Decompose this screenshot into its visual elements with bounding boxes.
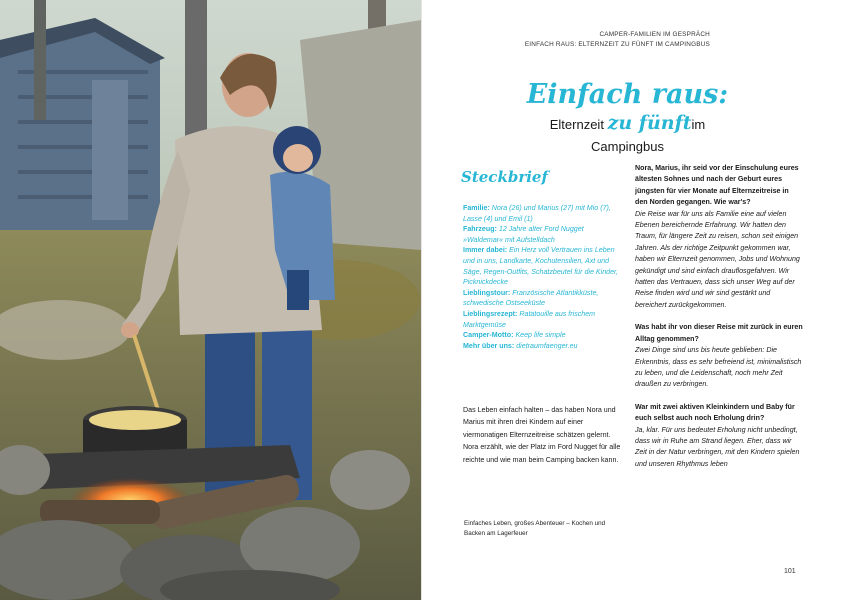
interview-answer: Zwei Dinge sind uns bis heute geblieben: Die Erkenntnis, dass es sehr befreiend ist, minimalistisch zu leben, und die Leidenschaft, noch mehr Zeit draußen zu verbringen. bbox=[635, 346, 802, 389]
fact-item bbox=[463, 309, 623, 330]
fact-label: Camper-Motto: bbox=[463, 331, 514, 340]
running-head bbox=[520, 30, 710, 50]
fact-item bbox=[463, 245, 623, 287]
fact-label: Immer dabei: bbox=[463, 246, 508, 255]
title-script: Einfach raus: bbox=[526, 79, 729, 110]
fact-value: Keep life simple bbox=[515, 331, 566, 340]
fact-value: 12 Jahre alter Ford Nugget »Waldemar« mit Aufstelldach bbox=[463, 225, 584, 244]
fact-item bbox=[463, 330, 623, 341]
article-title bbox=[520, 80, 735, 158]
fact-value: Ratatouille aus frischem Marktgemüse bbox=[463, 309, 596, 329]
title-subline bbox=[520, 112, 735, 158]
title-sub-before: Elternzeit bbox=[549, 117, 604, 132]
fact-value: Nora (26) und Marius (27) mit Mio (7), Lasse (4) und Emil (1) bbox=[463, 204, 611, 223]
photo-caption: Einfaches Leben, großes Abenteuer – Kochen und Backen am Lagerfeuer bbox=[464, 520, 606, 537]
fact-value: Französische Atlantikküste, schwedische Ostseeküste bbox=[463, 288, 599, 308]
fact-label: Familie: bbox=[463, 204, 490, 212]
interview-column bbox=[635, 163, 803, 481]
title-sub-accent: zu fünft bbox=[607, 112, 692, 134]
fact-item bbox=[463, 341, 623, 352]
running-head-line-1: CAMPER-FAMILIEN IM GESPRÄCH bbox=[599, 31, 710, 38]
page-fold bbox=[421, 0, 422, 600]
interview-answer: Die Reise war für uns als Familie eine auf vielen Ebenen bereichernde Erfahrung. Wir hatten den Traum, für längere Zeit zu reisen, schon seit einigen Jahren. Als der richtige Zeitpunkt gekommen war, haben wir Elternzeit genommen, Jobs und Wohnung gekündigt und sind einfach drauflosgefahren. Wir hatten das Vertrauen, dass sich unser Weg auf der Reise finden wird und wir sind gestärkt und bereichert zurückgekommen. bbox=[635, 209, 800, 309]
interview-answer: Ja, klar. Für uns bedeutet Erholung nicht unbedingt, dass wir in Ruhe am Strand liegen. Eher, dass wir Zeit in der Natur verbringen, mit den Kindern spielen und unseren Rhythmus leben bbox=[635, 425, 800, 468]
interview-question: Nora, Marius, ihr seid vor der Einschulung eures ältesten Sohnes und nach der Geburt eures jüngsten für vier Monate auf Elternzeitreise in den Norden gegangen. Wie war's? bbox=[635, 164, 799, 207]
fact-item bbox=[463, 203, 623, 224]
log-cabin bbox=[0, 18, 165, 230]
running-head-line-2: EINFACH RAUS: ELTERNZEIT ZU FÜNFT IM CAMPINGBUS bbox=[524, 41, 710, 48]
fact-item bbox=[463, 288, 623, 309]
campfire-photo bbox=[0, 0, 421, 600]
interview-question: War mit zwei aktiven Kleinkindern und Baby für euch selbst auch noch Erholung drin? bbox=[635, 402, 795, 423]
steckbrief-facts bbox=[463, 203, 623, 351]
title-sub-after: im Campingbus bbox=[591, 117, 706, 154]
page-number: 101 bbox=[784, 568, 796, 575]
steckbrief-heading: Steckbrief bbox=[461, 168, 548, 186]
fact-item bbox=[463, 224, 623, 245]
fact-label: Fahrzeug: bbox=[463, 225, 497, 234]
fact-value: Ein Herz voll Vertrauen ins Leben und in uns, Landkarte, Kochutensilien, Axt und Säge, Regen-Outfits, Schatzbeutel für die Kinder, Picknickdecke bbox=[463, 246, 618, 287]
interview-question: Was habt ihr von dieser Reise mit zurück in euren Alltag genommen? bbox=[635, 323, 803, 343]
intro-paragraph: Das Leben einfach halten – das haben Nora und Marius mit ihren drei Kindern auf einer viermonatigen Elternzeitreise schätzen gelernt. Nora erzählt, wie der Platz im Ford Nugget für alle reichte und wie man beim Camping backen kann. bbox=[463, 406, 621, 464]
fact-label: Mehr über uns: bbox=[463, 341, 515, 350]
fact-label: Lieblingsrezept: bbox=[463, 309, 518, 318]
fact-value[interactable]: dietraumfaenger.eu bbox=[516, 341, 578, 350]
fact-label: Lieblingstour: bbox=[463, 288, 511, 297]
